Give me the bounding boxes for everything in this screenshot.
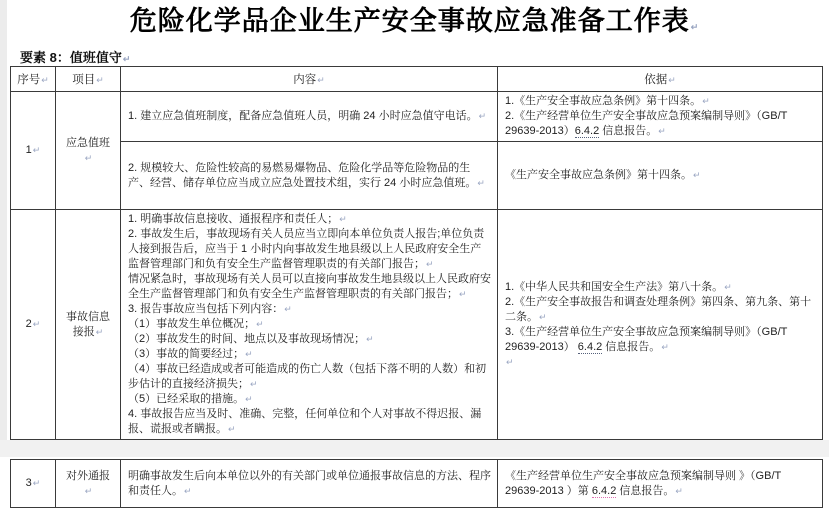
duty-worksheet-table-continued bbox=[10, 459, 823, 508]
table-row bbox=[11, 92, 823, 142]
cell-content bbox=[121, 142, 498, 210]
text-run: 信息报告。 bbox=[602, 340, 661, 353]
text-run: （2）事故发生的时间、地点以及事故现场情况； bbox=[128, 333, 366, 345]
paragraph-mark-icon: ↵ bbox=[184, 485, 192, 496]
cell-serial-number bbox=[11, 460, 56, 508]
column-header-label: 序号 bbox=[17, 74, 41, 86]
column-header-item bbox=[56, 67, 121, 92]
section-label-text: 要素 8：值班值守 bbox=[20, 50, 122, 65]
cell-basis bbox=[498, 142, 823, 210]
text-run: 2. 规模较大、危险性较高的易燃易爆物品、危险化学品等危险物品的生产、经营、储存单位应当成立应急处置技术组，实行 24 小时应急值班。 bbox=[128, 161, 477, 189]
text-run: 信息报告。 bbox=[599, 125, 658, 137]
column-header-label: 项目 bbox=[72, 74, 96, 86]
cell-basis bbox=[498, 92, 823, 142]
paragraph bbox=[128, 302, 491, 317]
paragraph-mark-icon: ↵ bbox=[724, 281, 732, 292]
paragraph-mark-icon: ↵ bbox=[228, 424, 236, 434]
text-run: 1. 明确事故信息接收、通报程序和责任人； bbox=[128, 213, 339, 225]
paragraph bbox=[128, 332, 491, 347]
text-run: 1 bbox=[25, 144, 32, 156]
paragraph-mark-icon: ↵ bbox=[32, 478, 41, 488]
text-run: 《生产经营单位生产安全事故应急预案编制导则 》（GB/T 29639-2013 ）第 bbox=[505, 469, 782, 497]
paragraph-mark-icon: ↵ bbox=[339, 214, 347, 224]
paragraph-mark-icon: ↵ bbox=[658, 126, 666, 136]
paragraph bbox=[62, 469, 114, 499]
paragraph-mark-icon: ↵ bbox=[459, 289, 467, 299]
paragraph-mark-icon: ↵ bbox=[250, 379, 258, 389]
text-run: 1.《中华人民共和国安全生产法》第八十条。 bbox=[505, 280, 724, 293]
text-run: 3. 报告事故应当包括下列内容： bbox=[128, 303, 284, 315]
page-gutter-band bbox=[0, 440, 829, 457]
paragraph bbox=[505, 295, 816, 325]
paragraph bbox=[505, 280, 816, 295]
cell-item-name bbox=[56, 210, 121, 440]
paragraph bbox=[128, 392, 491, 407]
paragraph-mark-icon: ↵ bbox=[32, 145, 41, 155]
paragraph bbox=[128, 109, 491, 124]
cell-serial-number bbox=[11, 92, 56, 210]
text-run: （3）事故的简要经过； bbox=[128, 348, 245, 360]
text-run: 3 bbox=[25, 477, 32, 489]
text-run: 1.《生产安全事故应急条例》第十四条。 bbox=[505, 95, 702, 107]
table-header-row bbox=[11, 67, 823, 92]
text-run: （5）已经采取的措施。 bbox=[128, 393, 245, 405]
cell-content bbox=[121, 210, 498, 440]
paragraph-mark-icon: ↵ bbox=[245, 394, 253, 404]
paragraph-mark-icon: ↵ bbox=[426, 259, 434, 269]
table-row bbox=[11, 460, 823, 508]
text-run: （4）事故已经造成或者可能造成的伤亡人数（包括下落不明的人数）和初步估计的直接经济损失； bbox=[128, 363, 487, 390]
paragraph-mark-icon: ↵ bbox=[478, 111, 487, 121]
paragraph-mark-icon: ↵ bbox=[41, 75, 49, 85]
paragraph-mark-icon: ↵ bbox=[693, 170, 701, 180]
paragraph-mark-icon: ↵ bbox=[702, 96, 710, 106]
column-header-no bbox=[11, 67, 56, 92]
paragraph-mark-icon: ↵ bbox=[256, 319, 264, 329]
text-run: 2.《生产经营单位生产安全事故应急预案编制导则》（GB/T 29639-2013） bbox=[505, 110, 788, 137]
left-margin-strip bbox=[0, 0, 7, 440]
text-run: （1）事故发生单位概况； bbox=[128, 318, 256, 330]
paragraph-mark-icon: ↵ bbox=[477, 177, 485, 188]
paragraph-mark-icon: ↵ bbox=[84, 152, 93, 163]
paragraph-mark-icon: ↵ bbox=[366, 334, 374, 344]
column-header-content bbox=[121, 67, 498, 92]
paragraph-mark-icon: ↵ bbox=[690, 22, 700, 32]
page-title bbox=[0, 3, 829, 45]
text-run: 4. 事故报告应当及时、准确、完整，任何单位和个人对事故不得迟报、漏报、谎报或者瞒报。 bbox=[128, 408, 482, 435]
paragraph-mark-icon: ↵ bbox=[122, 54, 131, 64]
paragraph bbox=[62, 136, 114, 166]
paragraph bbox=[128, 161, 491, 191]
paragraph bbox=[505, 325, 816, 355]
cell-serial-number bbox=[11, 210, 56, 440]
text-run: 2. 事故发生后，事故现场有关人员应当立即向本单位负责人报告;单位负责人接到报告后，应当于 1 小时内向事故发生地县级以上人民政府安全生产监督管理部门和负有安全生产监督管理职责的有关部门报告； bbox=[128, 228, 485, 270]
paragraph bbox=[505, 355, 816, 370]
cell-basis bbox=[498, 210, 823, 440]
paragraph bbox=[505, 168, 816, 183]
text-run: 事故信息接报 bbox=[66, 310, 110, 338]
spellcheck-underlined-text: 6.4.2 bbox=[574, 125, 600, 137]
paragraph-mark-icon: ↵ bbox=[539, 311, 547, 322]
text-run: 情况紧急时，事故现场有关人员可以直接向事故发生地县级以上人民政府安全生产监督管理部门和负有安全生产监督管理职责的有关部门报告； bbox=[128, 273, 491, 300]
paragraph bbox=[62, 310, 114, 340]
text-run: 明确事故发生后向本单位以外的有关部门或单位通报事故信息的方法、程序和责任人。 bbox=[128, 469, 491, 497]
text-run: 3.《生产经营单位生产安全事故应急预案编制导则》（GB/T 29639-2013） bbox=[505, 325, 788, 353]
paragraph-mark-icon: ↵ bbox=[661, 341, 669, 352]
paragraph bbox=[128, 212, 491, 227]
spellcheck-underlined-text: 6.4.2 bbox=[591, 484, 617, 497]
paragraph-mark-icon: ↵ bbox=[96, 75, 104, 85]
paragraph-mark-icon: ↵ bbox=[284, 304, 292, 314]
paragraph-mark-icon: ↵ bbox=[317, 75, 325, 85]
paragraph bbox=[128, 469, 491, 499]
column-header-basis bbox=[498, 67, 823, 92]
paragraph-mark-icon: ↵ bbox=[675, 485, 683, 496]
text-run: 2.《生产安全事故报告和调查处理条例》第四条、第九条、第十二条。 bbox=[505, 295, 812, 323]
paragraph bbox=[128, 317, 491, 332]
paragraph bbox=[17, 476, 49, 491]
table-body bbox=[11, 460, 823, 508]
table-body bbox=[11, 92, 823, 440]
paragraph bbox=[505, 94, 816, 109]
section-label bbox=[20, 47, 130, 66]
column-header-label: 内容 bbox=[293, 74, 317, 86]
cell-basis bbox=[498, 460, 823, 508]
table-row bbox=[11, 210, 823, 440]
paragraph bbox=[128, 362, 491, 392]
paragraph bbox=[17, 317, 49, 332]
paragraph-mark-icon: ↵ bbox=[668, 75, 676, 85]
duty-worksheet-table-main bbox=[10, 66, 823, 440]
paragraph-mark-icon: ↵ bbox=[32, 319, 41, 329]
paragraph-mark-icon: ↵ bbox=[506, 356, 514, 367]
page-title-text: 危险化学品企业生产安全事故应急准备工作表 bbox=[129, 6, 690, 36]
table-row bbox=[11, 142, 823, 210]
cell-item-name bbox=[56, 460, 121, 508]
cell-content bbox=[121, 460, 498, 508]
paragraph-mark-icon: ↵ bbox=[245, 349, 253, 359]
paragraph-mark-icon: ↵ bbox=[95, 326, 104, 337]
paragraph bbox=[128, 227, 491, 272]
paragraph bbox=[128, 347, 491, 362]
text-run: 信息报告。 bbox=[616, 484, 675, 497]
spellcheck-underlined-text: 6.4.2 bbox=[577, 340, 603, 353]
paragraph bbox=[128, 272, 491, 302]
text-run: 应急值班 bbox=[66, 136, 110, 149]
cell-item-name bbox=[56, 92, 121, 210]
cell-content bbox=[121, 92, 498, 142]
paragraph bbox=[505, 109, 816, 139]
column-header-label: 依据 bbox=[644, 74, 668, 86]
paragraph bbox=[505, 469, 816, 499]
text-run: 《生产安全事故应急条例》第十四条。 bbox=[505, 169, 692, 181]
paragraph-mark-icon: ↵ bbox=[84, 485, 93, 496]
header-row bbox=[11, 67, 823, 92]
paragraph bbox=[128, 407, 491, 437]
text-run: 1. 建立应急值班制度，配备应急值班人员，明确 24 小时应急值守电话。 bbox=[128, 110, 478, 122]
paragraph bbox=[17, 143, 49, 158]
text-run: 2 bbox=[25, 318, 32, 330]
text-run: 对外通报 bbox=[66, 469, 110, 482]
